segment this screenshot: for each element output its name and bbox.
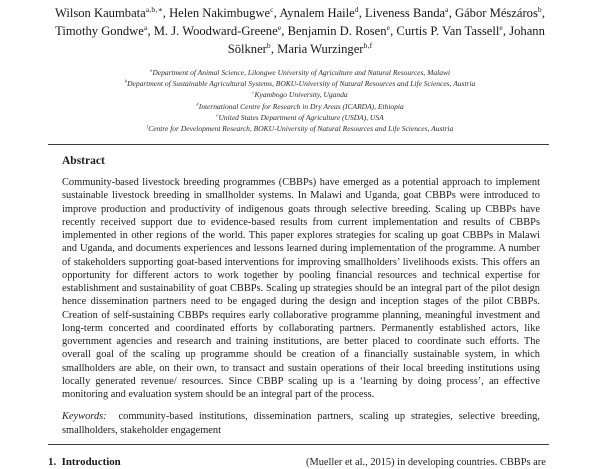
author-name: Aynalem Haile$^d$ [279,4,359,20]
right-column [306,456,549,469]
affiliation-line: $^d$International Centre for Research in Dry Areas (ICARDA), Ethiopia [196,101,404,111]
affiliation-list [0,67,600,134]
affiliation-line: $^f$Centre for Development Research, BOKU-University of Natural Resources and Life Sciences, Austria [146,123,454,134]
abstract-heading: Abstract [62,155,105,168]
author-name: Wilson Kaumbata$^{a,b,∗}$ [54,4,163,20]
author-name: M. J. Woodward-Greene$^e$ [153,22,282,38]
affiliation-line: $^b$Department of Sustainable Agricultural Systems, BOKU-University of Natural Resources and Life Sciences, Austria [124,78,476,89]
author-name: Maria Wurzinger$^{b,f}$ [277,40,373,56]
author-name: Curtis P. Van Tassell$^e$ [396,22,503,38]
author-name: Helen Nakimbugwe$^c$ [169,4,274,20]
right-column-text: (Mueller et al., 2015) in developing countries. CBBPs are [306,456,546,468]
keywords-line [62,410,540,436]
affiliation-line: $^a$Department of Animal Science, Lilongwe University of Agriculture and Natural Resources, Malawi [149,67,451,77]
author-name: Johann Sölkner$^b$ [227,24,545,56]
author-name: Liveness Banda$^a$ [365,4,449,20]
affiliation-line: $^e$United States Department of Agriculture (USDA), USA [216,112,384,122]
divider-bottom [48,444,549,445]
keywords-text: community-based institutions, dissemination partners, scaling up strategies, selective breeding, smallholders, stakeholder engagement [62,411,540,436]
section-heading-introduction: 1. Introduction [48,455,121,468]
author-name: Gábor Mészáros$^b$ [455,4,542,20]
abstract-text: Community-based livestock breeding programmes (CBBPs) have emerged as a potential approach to implement sustainable livestock breeding in smallholder systems. In Malawi and Uganda, goat CBBPs were introduced to improve production and productivity of indigenous goats through selective breeding. Scaling up CBBPs have recently received support due to evidence-based results from current implementation and results of CBBPs implemented in other regions of the world. This paper explores strategies for scaling up goat CBBPs in Malawi and Uganda, and documents experiences and lessons learned during implementation of the programme. A number of stakeholders supporting goat-based interventions for improving smallholders’ livelihoods exists. This offers an opportunity for different actors to work together by pooling financial resources and technical expertise for establishment and sustainability of goat CBBPs. Scaling up strategies should be an integral part of the pilot design hence dissemination partners need to be engaged during the design and inception stages of the pilot CBBPs. Creation of self-sustaining CBBPs requires early collaborative programme planning, meaningful investment and long-term concerted and coordinated efforts by collaborating partners. Permanently established actors, like government agencies and research and training institutions, are better placed to coordinate such efforts. The overall goal of the scaling up programme should be creation of a financially sustainable system, in which smallholders are able, on their own, to transact and sustain operations of their local breeding institutions using locally generated revenue/ resources. Since CBBP scaling up is a ‘learning by doing process’, an effective monitoring and evaluation system should be an integral part of the process. [62,177,540,401]
keywords-label: Keywords: [62,411,107,423]
affiliation-line: $^c$Kyambogo University, Uganda [252,89,348,100]
left-column [48,456,290,469]
author-list: Wilson Kaumbata$^{a,b,∗}$, Helen Nakimbugwe$^c$, Aynalem Haile$^d$, Liveness Banda$^a$, Gábor Mészáros$^b$, Timothy Gondwe$^a$, M. J. Woodward-Greene$^e$, Benjamin D. Rosen$^e$, Curtis P. Van Tassell$^e$, Johann Sölkner$^b$, Maria Wurzinger$^{b,f}$ [54,4,546,56]
author-name: Timothy Gondwe$^a$ [55,22,148,38]
author-name: Benjamin D. Rosen$^e$ [287,22,391,38]
two-column-body [48,456,549,469]
divider-top [48,144,549,145]
